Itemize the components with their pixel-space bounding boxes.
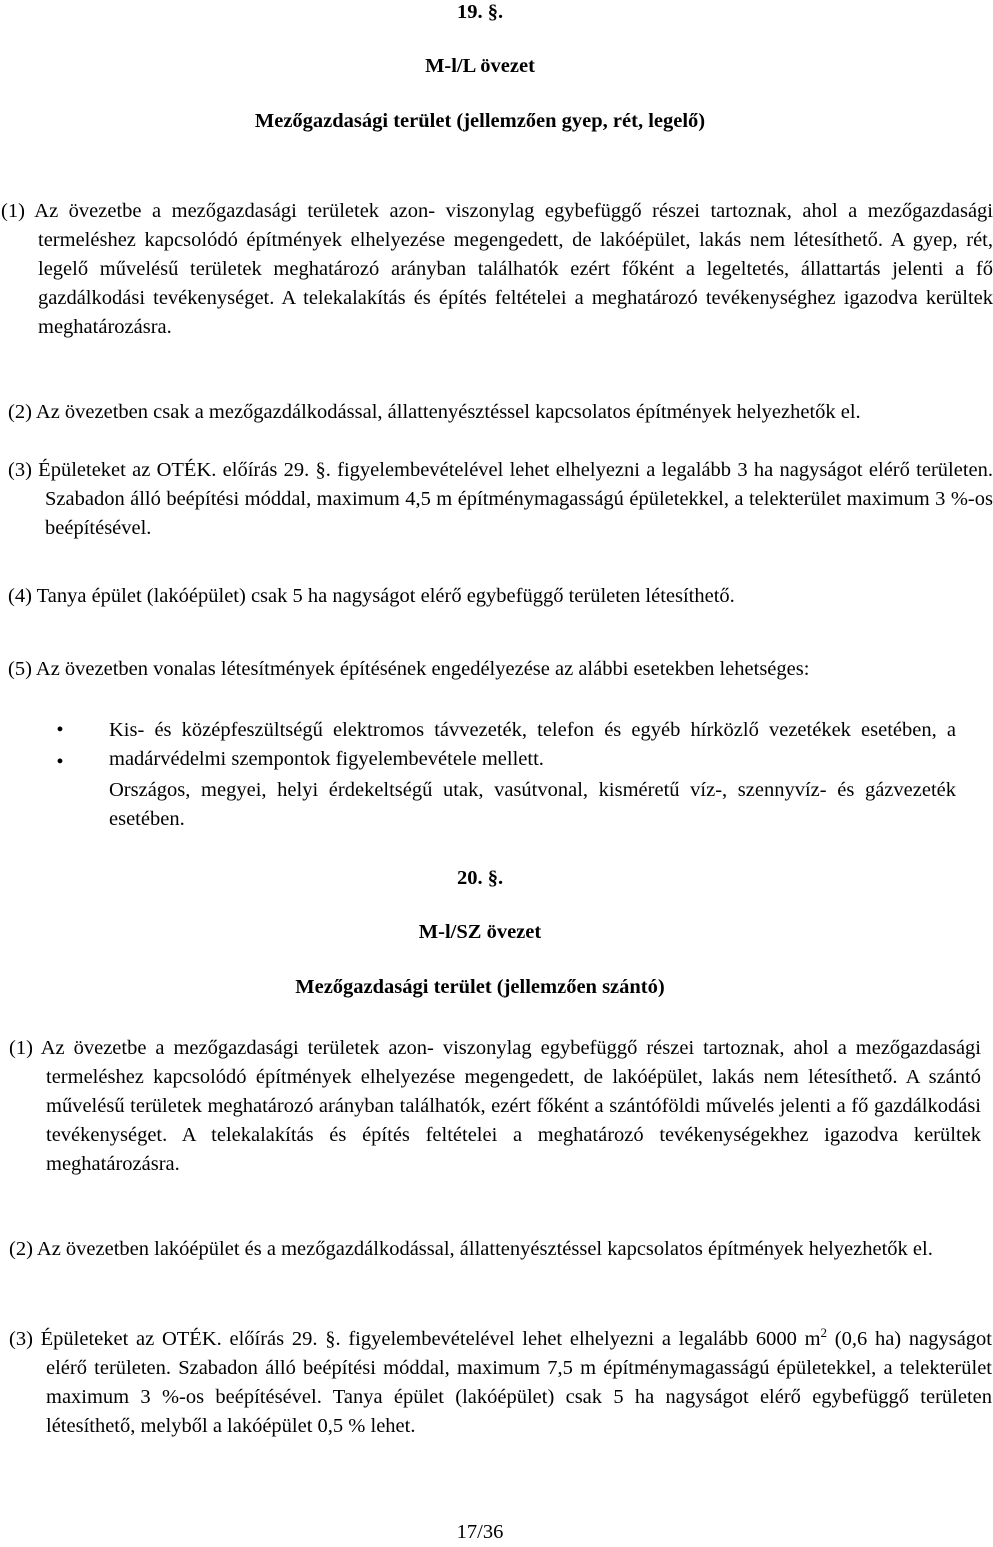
list-item-text: Országos, megyei, helyi érdekeltségű utak, vasútvonal, kisméretű víz-, szennyvíz- és gázvezeték esetében. (109, 779, 956, 830)
section-20-zone: M-l/SZ övezet (418, 921, 542, 943)
square-superscript: 2 (820, 1325, 828, 1340)
section-19-paragraph-1: (1) Az övezetbe a mezőgazdasági területek azon- viszonylag egybefüggő részei tartoznak, ahol a mezőgazdasági termeléshez kapcsolódó építmények elhelyezése megengedett, de lakóépület, lakás nem létesíthető. A gyep, rét, legelő művelésű területek meghatározó arányban találhatók ezért főként a legeltetés, állattartás jelenti a fő gazdálkodási tevékenységet. A telekalakítás és építés feltételei a meghatározó tevékenységhez igazodva kerültek meghatározásra. (1, 200, 993, 338)
section-19-paragraph-5: (5) Az övezetben vonalas létesítmények építésének engedélyezése az alábbi esetekben lehetséges: (8, 658, 810, 680)
bullet-icon: • (56, 719, 64, 741)
section-20-paragraph-3 (9, 1325, 992, 1441)
list-item-text: Kis- és középfeszültségű elektromos távvezeték, telefon és egyéb hírközlő vezetékek esetében, a madárvédelmi szempontok figyelembevétele mellett. (109, 719, 956, 770)
paragraph-3-text-a: (3) Épületeket az OTÉK. előírás 29. §. figyelembevételével lehet elhelyezni a legalább 6000 m (9, 1328, 821, 1350)
section-19-zone: M-l/L övezet (425, 55, 535, 77)
section-19-paragraph-2: (2) Az övezetben csak a mezőgazdálkodással, állattenyésztéssel kapcsolatos építmények helyezhetők el. (8, 401, 861, 423)
page-number: 17/36 (456, 1521, 504, 1543)
paragraph-3-text-b: (0,6 ha) nagyságot elérő területen. Szabadon álló beépítési móddal, maximum 7,5 m építménymagasságú épületekkel, a telekterület maximum 3 %-os beépítésével. Tanya épület (lakóépület) csak 5 ha nagyságot elérő egybefüggő területen létesíthető, melyből a lakóépület 0,5 % lehet. (46, 1328, 992, 1437)
section-20-title: Mezőgazdasági terület (jellemzően szántó) (295, 976, 665, 998)
section-19-number: 19. §. (456, 1, 504, 23)
bullet-icon: • (56, 751, 64, 773)
section-20-paragraph-2: (2) Az övezetben lakóépület és a mezőgazdálkodással, állattenyésztéssel kapcsolatos építmények helyezhetők el. (9, 1238, 933, 1260)
section-20-number: 20. §. (456, 867, 504, 889)
section-19-paragraph-4: (4) Tanya épület (lakóépület) csak 5 ha nagyságot elérő egybefüggő területen létesíthető. (8, 585, 735, 607)
section-20-paragraph-1: (1) Az övezetbe a mezőgazdasági területek azon- viszonylag egybefüggő részei tartoznak, ahol a mezőgazdasági termeléshez kapcsolódó építmények elhelyezése megengedett, de lakóépület, lakás nem létesíthető. A szántó művelésű területek meghatározó arányban találhatók, ezért főként a szántóföldi művelés jelenti a fő gazdálkodási tevékenységet. A telekalakítás és építés feltételei a meghatározó tevékenységekhez igazodva kerültek meghatározásra. (9, 1037, 981, 1175)
section-19-title: Mezőgazdasági terület (jellemzően gyep, rét, legelő) (254, 110, 706, 132)
section-19-paragraph-3: (3) Épületeket az OTÉK. előírás 29. §. figyelembevételével lehet elhelyezni a legalább 3 ha nagyságot elérő területen. Szabadon álló beépítési móddal, maximum 4,5 m építménymagasságú épületekkel, a telekterület maximum 3 %-os beépítésével. (8, 459, 993, 539)
